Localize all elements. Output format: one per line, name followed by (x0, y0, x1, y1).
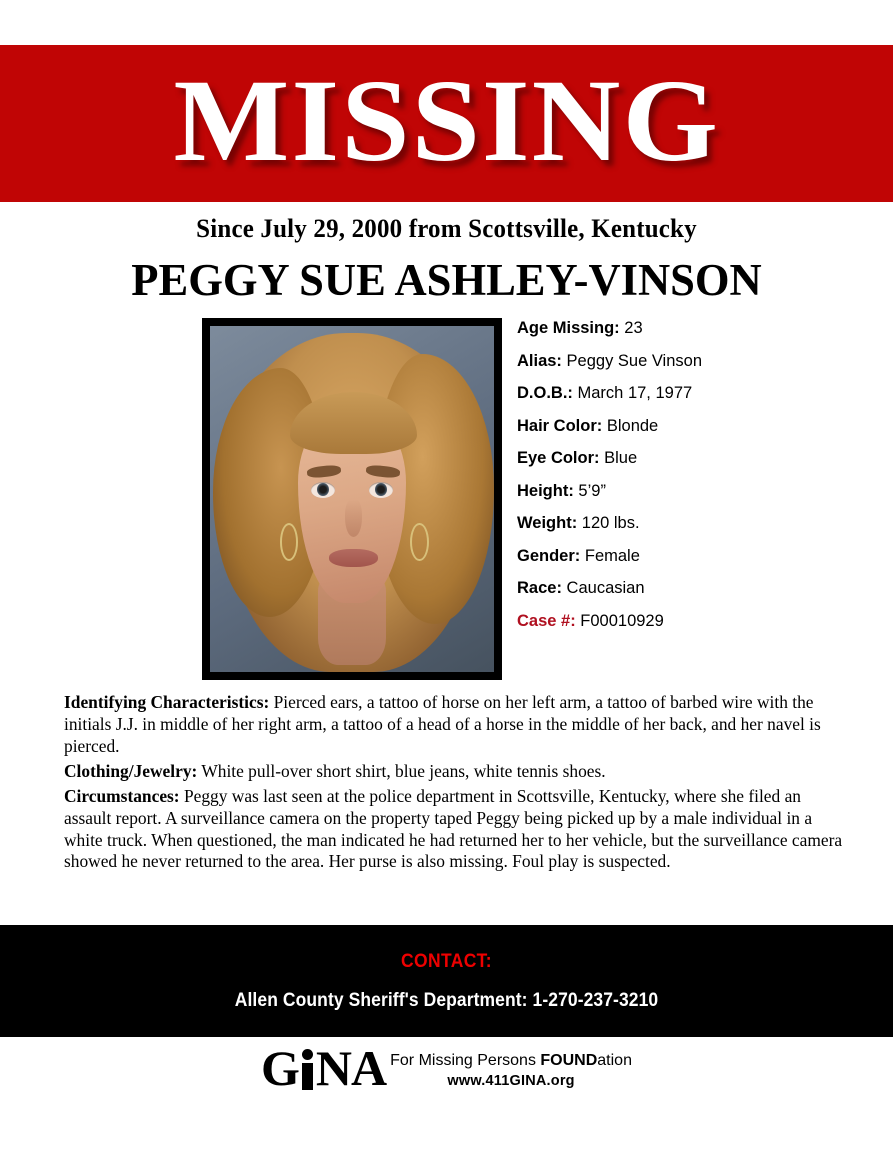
detail-row-age (517, 320, 893, 337)
logo-tagline-block (386, 1045, 632, 1089)
detail-label: Height: (517, 481, 574, 500)
logo-wrap (261, 1040, 632, 1096)
detail-label: Age Missing: (517, 319, 620, 337)
tagline-bold: FOUND (540, 1052, 598, 1069)
tagline-light-1: For Missing Persons (390, 1052, 541, 1069)
figure-head (302, 1049, 313, 1060)
detail-value: F00010929 (580, 611, 664, 630)
detail-row-race (517, 580, 893, 597)
clothing-jewelry-block (64, 761, 845, 783)
page-title: PEGGY SUE ASHLEY-VINSON (131, 255, 762, 305)
gina-wordmark (261, 1040, 387, 1096)
gina-mark-part2: NA (315, 1040, 387, 1096)
detail-label: D.O.B.: (517, 384, 573, 402)
detail-label: Race: (517, 579, 562, 597)
detail-label: Case #: (517, 611, 576, 630)
logo-url: www.411GINA.org (447, 1072, 575, 1089)
detail-label: Gender: (517, 546, 581, 565)
nose-shape (345, 499, 362, 537)
detail-list (517, 320, 893, 645)
earring-left-icon (280, 523, 298, 561)
person-figure-icon (299, 1047, 316, 1091)
detail-row-height (517, 483, 893, 500)
gina-mark-part1: G (261, 1040, 299, 1096)
missing-headline: MISSING (173, 54, 720, 186)
headline-block (0, 202, 893, 306)
detail-label: Alias: (517, 351, 562, 370)
description-text: Pierced ears, a tattoo of horse on her left arm, a tattoo of barbed wire with the initials J.J. in middle of her right arm, a tattoo of a head of a horse in the middle of her back, and her navel is pierced. (64, 692, 821, 756)
contact-bar (0, 925, 893, 1037)
identifying-characteristics-block (64, 692, 845, 758)
person-photo-frame (202, 318, 502, 680)
detail-value: Caucasian (566, 579, 645, 597)
contact-agency-line: Allen County Sheriff's Department: 1-270-237-3210 (234, 990, 659, 1011)
detail-row-eye-color (517, 450, 893, 467)
detail-row-hair-color (517, 418, 893, 435)
footer-logo (0, 1040, 893, 1096)
detail-value: March 17, 1977 (577, 384, 693, 402)
photo-and-details (0, 318, 893, 688)
detail-row-gender (517, 548, 893, 565)
earring-right-icon (410, 523, 428, 561)
contact-title: CONTACT: (401, 951, 492, 972)
detail-row-alias (517, 353, 893, 370)
detail-value: Blonde (606, 416, 659, 435)
person-photo (210, 326, 494, 672)
circumstances-block (64, 786, 845, 874)
detail-label: Eye Color: (517, 449, 600, 467)
top-margin (0, 0, 893, 45)
detail-row-dob (517, 385, 893, 402)
description-text: White pull-over short shirt, blue jeans, white tennis shoes. (197, 760, 606, 781)
lips-shape (329, 549, 377, 567)
description-label: Identifying Characteristics: (64, 692, 270, 712)
figure-body (302, 1063, 313, 1090)
description-section (0, 688, 893, 876)
missing-banner (0, 45, 893, 202)
tagline-light-2: ation (597, 1052, 632, 1069)
detail-row-case-number (517, 613, 893, 630)
detail-value: Blue (604, 449, 638, 467)
logo-tagline (390, 1052, 632, 1070)
detail-row-weight (517, 515, 893, 532)
detail-value: 23 (624, 319, 643, 337)
description-text: Peggy was last seen at the police department in Scottsville, Kentucky, where she filed an assault report. A surveillance camera on the property taped Peggy being picked up by a male individual in a white truck. When questioned, the man indicated he had returned her to her vehicle, but the surveillance camera showed he never returned to the area. Her purse is also missing. Foul play is suspected. (64, 785, 843, 872)
detail-value: Peggy Sue Vinson (566, 351, 702, 370)
since-line: Since July 29, 2000 from Scottsville, Kentucky (196, 214, 697, 243)
description-label: Circumstances: (64, 785, 180, 806)
detail-value: 120 lbs. (581, 514, 640, 532)
detail-value: 5’9” (578, 481, 606, 500)
detail-value: Female (584, 546, 640, 565)
description-label: Clothing/Jewelry: (64, 760, 198, 781)
detail-label: Hair Color: (517, 416, 603, 435)
detail-label: Weight: (517, 514, 578, 532)
